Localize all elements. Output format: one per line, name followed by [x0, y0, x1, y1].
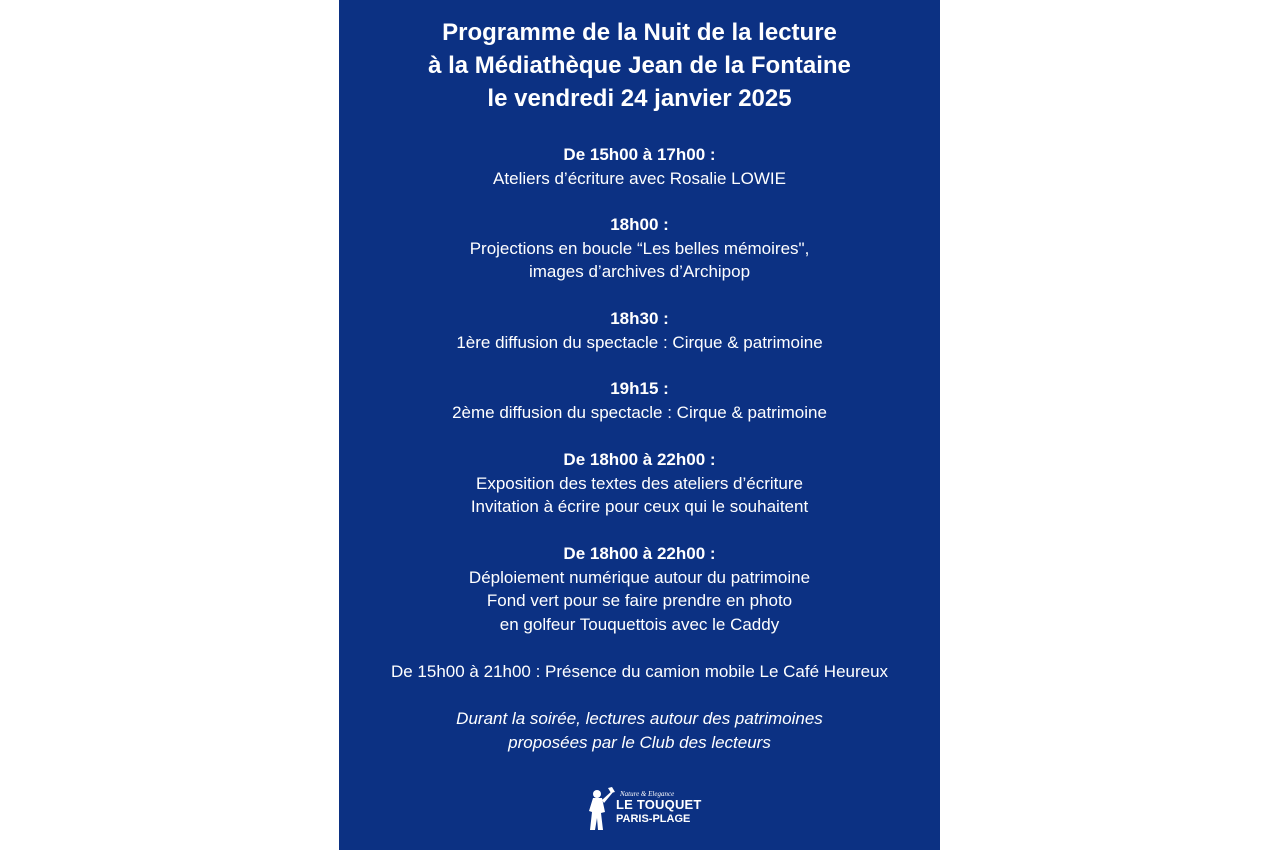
golfer-icon [586, 786, 616, 834]
poster-title [339, 16, 940, 115]
schedule-description: en golfeur Touquettois avec le Caddy [499, 614, 780, 634]
schedule-time: De 18h00 à 22h00 : [563, 544, 716, 563]
logo-tagline: Nature & Elegance [620, 790, 675, 798]
schedule-description: 2ème diffusion du spectacle : Cirque & patrimoine [452, 402, 827, 422]
schedule-item [339, 542, 940, 636]
schedule-time: De 15h00 à 17h00 : [563, 145, 716, 164]
schedule-item [339, 307, 940, 354]
title-line-2: à la Médiathèque Jean de la Fontaine [428, 52, 851, 79]
title-line-3: le vendredi 24 janvier 2025 [487, 85, 792, 112]
logo-name-line-1: LE TOUQUET [616, 797, 702, 812]
schedule-description: 1ère diffusion du spectacle : Cirque & patrimoine [456, 332, 823, 352]
schedule-item [339, 213, 940, 284]
le-touquet-logo [586, 786, 702, 834]
schedule-time: 18h00 : [610, 215, 669, 234]
schedule-item [339, 143, 940, 190]
title-line-1: Programme de la Nuit de la lecture [442, 19, 837, 46]
schedule-item [339, 377, 940, 424]
logo-name-line-2: PARIS-PLAGE [616, 813, 691, 825]
schedule-description: images d’archives d’Archipop [528, 262, 751, 281]
schedule-time: 19h15 : [610, 379, 669, 398]
note-line-2: proposées par le Club des lecteurs [508, 733, 771, 752]
schedule-description: Projections en boucle “Les belles mémoires", [469, 238, 810, 258]
schedule-description: Fond vert pour se faire prendre en photo [486, 591, 793, 610]
schedule-time: 18h30 : [610, 309, 669, 328]
cafe-line: De 15h00 à 21h00 : Présence du camion mobile Le Café Heureux [390, 662, 889, 681]
schedule-description: Exposition des textes des ateliers d’écriture [476, 473, 803, 493]
note-line-1: Durant la soirée, lectures autour des patrimoines [456, 709, 823, 728]
schedule-description: Ateliers d’écriture avec Rosalie LOWIE [493, 168, 786, 188]
schedule-item [339, 448, 940, 519]
schedule-time: De 18h00 à 22h00 : [563, 450, 716, 469]
schedule-description: Déploiement numérique autour du patrimoine [468, 567, 811, 587]
schedule-description: Invitation à écrire pour ceux qui le souhaitent [470, 497, 809, 516]
program-poster [339, 0, 940, 850]
